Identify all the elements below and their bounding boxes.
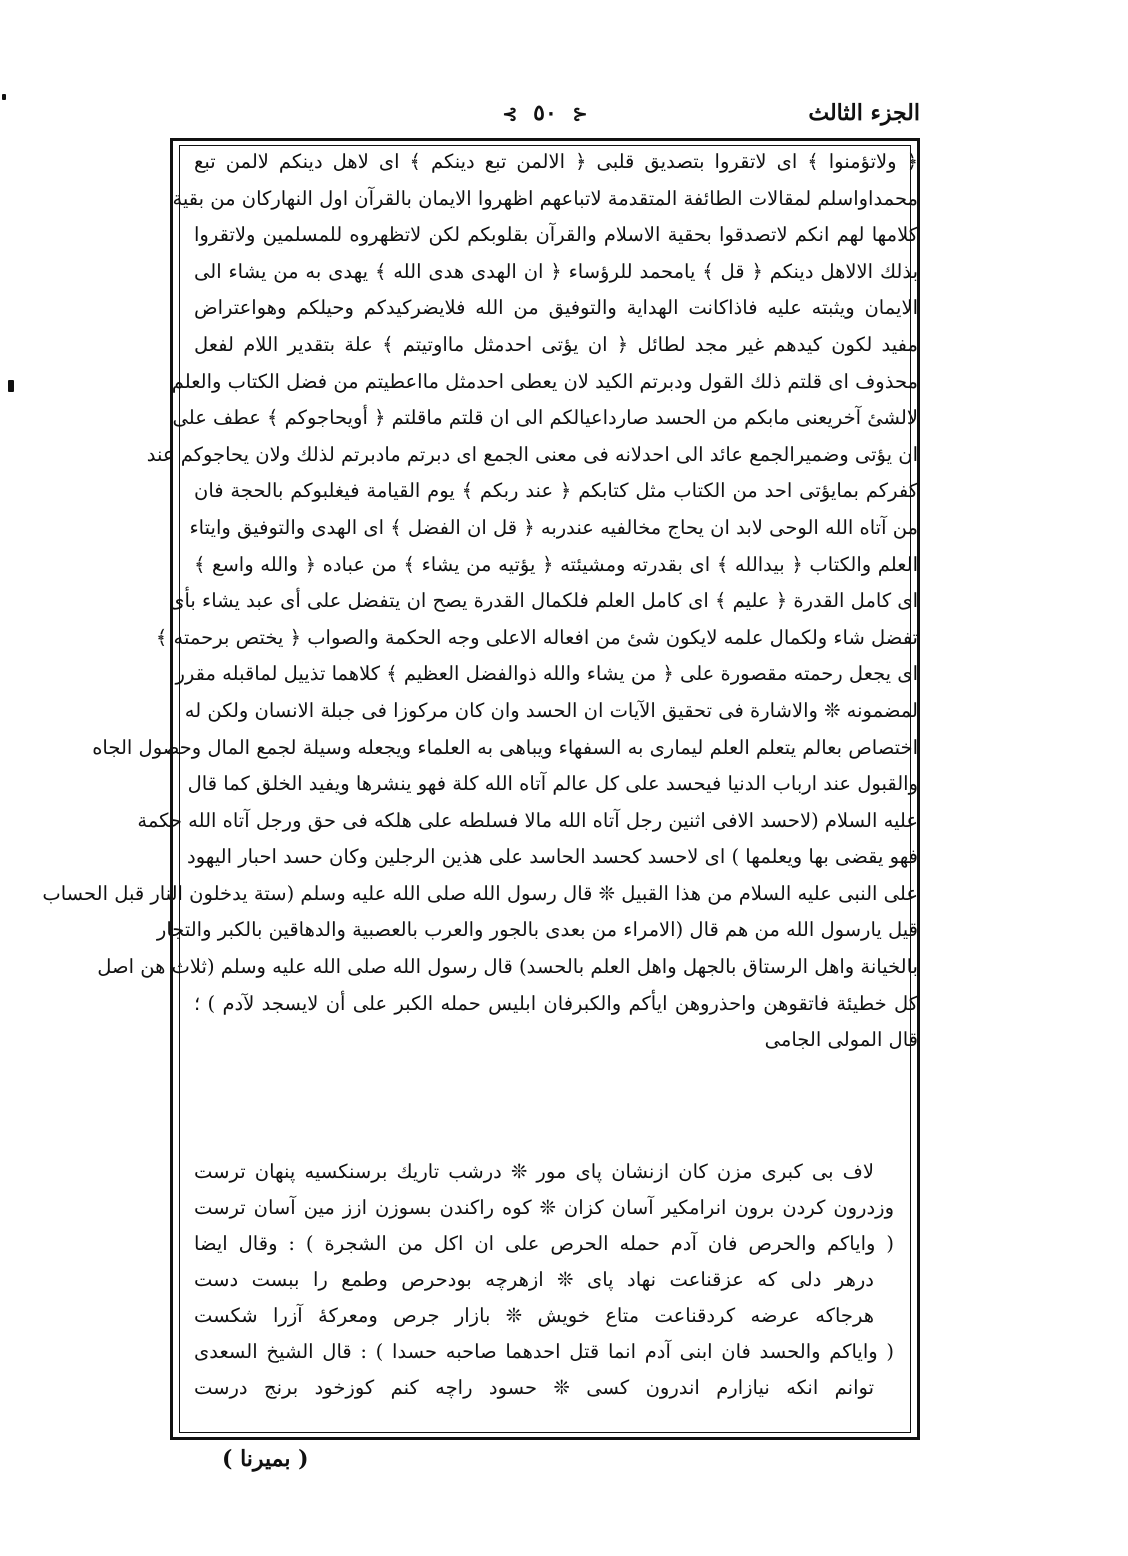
page-header: [170, 98, 920, 138]
text-line: لالشئ آخريعنى مابكم من الحسد صارداعيالكم الى ان قلتم ماقلتم ﴿ أويحاجوكم ﴾ عطف على: [172, 406, 918, 430]
catchword: ( بميرنا ): [222, 1446, 309, 1472]
text-line: اى يجعل رحمته مقصورة على ﴿ من يشاء والله ذوالفضل العظيم ﴾ كلاهما تذييل لماقبله مقرر: [175, 662, 918, 686]
text-line: لمضمونه ❊ والاشارة فى تحقيق الآيات ان الحسد وان كان مركوزا فى جبلة الانسان ولكن له: [184, 698, 918, 722]
text-line: كل خطيئة فاتقوهن واحذروهن ايأكم والكبرفان ابليس حمله الكبر على أن لايسجد لآدم ) ؛: [194, 991, 918, 1015]
text-line: بالخيانة واهل الرستاق بالجهل واهل العلم بالحسد) قال رسول الله صلى الله عليه وسلم (ثلاث هن اصل: [97, 955, 918, 979]
text-line: ﴿ ولاتؤمنوا ﴾ اى لاتقروا بتصديق قلبى ﴿ الالمن تبع دينكم ﴾ اى لاهل دينكم لالمن تبع: [194, 150, 918, 173]
verse-line: هرجاكه عرضه كردقناعت متاع خويش ❊ بازار جرص ومعركهٔ آزرا شكست: [194, 1304, 874, 1327]
text-line: مفيد لكون كيدهم غير مجد لطائل ﴿ ان يؤتى احدمثل مااوتيتم ﴾ علة بتقدير اللام لفعل: [194, 332, 918, 356]
text-line: ان يؤتى وضميرالجمع عائد الى احدلانه فى معنى الجمع اى دبرتم مادبرتم لذلك ولان يحاجوكم عند: [146, 442, 918, 466]
text-line: بذلك الالاهل دينكم ﴿ قل ﴾ يامحمد للرؤساء ﴿ ان الهدى هدى الله ﴾ يهدى به من يشاء الى: [194, 259, 918, 283]
text-line: الايمان ويثبته عليه فاذاكانت الهداية والتوفيق من الله فلايضركيدكم وحيلكم وهواعتراض: [194, 296, 918, 320]
text-line: والقبول عند ارباب الدنيا فيحسد على كل عالم آتاه الله كلة فهو ينشرها ويفيد الخلق كما قال: [187, 772, 918, 796]
text-line: تفضل شاء ولكمال علمه لايكون شئ من افعاله الاعلى وجه الحكمة والصواب ﴿ يختص برحمته ﴾: [155, 625, 918, 649]
poetry-block: [194, 1154, 894, 1406]
verse-line: لاف بى كبرى مزن كان ازنشان پاى مور ❊ درشب تاريك برسنكسيه پنهان ترست: [194, 1160, 874, 1183]
text-line: قال المولى الجامى: [764, 1028, 918, 1052]
verse-line: ( واياكم والحرص فان آدم حمله الحرص على ان اكل من الشجرة ) : وقال ايضا: [194, 1232, 894, 1255]
text-line: عليه السلام (لاحسد الافى اثنين رجل آتاه الله مالا فسلطه على هلكه فى حق ورجل آتاه الله حكمة: [137, 808, 918, 832]
running-title: الجزء الثالث: [808, 100, 920, 126]
text-line: فهو يقضى بها ويعلمها ) اى لاحسد كحسد الحاسد على هذين الرجلين وكان حسد احبار اليهود: [187, 845, 918, 869]
verse-line: ( واياكم والحسد فان ابنى آدم انما قتل احدهما صاحبه حسدا ) : قال الشيخ السعدى: [194, 1340, 894, 1363]
page-number-group: [502, 100, 587, 126]
ornament-right-icon: ⊱: [572, 103, 588, 125]
text-line: اختصاص بعالم يتعلم العلم ليمارى به السفهاء ويباهى به العلماء ويجعله وسيلة لجمع المال وحصول الجاه: [92, 735, 918, 759]
text-line: العلم والكتاب ﴿ بيدالله ﴾ اى بقدرته ومشيئته ﴿ يؤتيه من يشاء ﴾ من عباده ﴿ والله واسع ﴾: [194, 552, 918, 576]
margin-speck: [2, 94, 6, 100]
margin-speck: [8, 380, 14, 392]
text-line: محمداواسلم لمقالات الطائفة المتقدمة لاتباعهم اظهروا الايمان بالقرآن اول النهاركان من بقية: [172, 186, 918, 210]
page-number: ٥٠: [533, 100, 557, 126]
text-line: كفركم بمايؤتى احد من الكتاب مثل كتابكم ﴿ عند ربكم ﴾ يوم القيامة فيغلبوكم بالحجة فان: [194, 479, 919, 503]
commentary-text: [42, 144, 919, 1059]
verse-line: توانم انكه نيازارم اندرون كسى ❊ حسود راچه كنم كوزخود برنج درست: [194, 1376, 874, 1399]
text-line: قيل يارسول الله من هم قال (الامراء من بعدى بالجور والعرب بالعصبية والدهاقين بالكبر والتجار: [156, 918, 918, 942]
text-line: كلامها لهم انكم لاتصدقوا بحقية الاسلام والقرآن بقلوبكم لكن لاتظهروه للمسلمين ولاتقروا: [194, 223, 918, 247]
ornament-left-icon: ⊰: [502, 103, 518, 125]
verse-line: وزدرون كردن برون انرامكير آسان كزان ❊ كوه راكندن بسوزن ازز مين آسان ترست: [194, 1196, 894, 1219]
text-line: اى كامل القدرة ﴿ عليم ﴾ اى كامل العلم فلكمال القدرة يصح ان يتفضل على أى عبد يشاء بأى: [169, 589, 918, 613]
text-line: محذوف اى قلتم ذلك القول ودبرتم الكيد لان يعطى احدمثل مااعطيتم من فضل الكتاب والعلم: [171, 369, 918, 393]
text-line: على النبى عليه السلام من هذا القبيل ❊ قال رسول الله صلى الله عليه وسلم (ستة يدخلون النار قبل الحساب: [42, 881, 918, 905]
text-line: من آتاه الله الوحى لابد ان يحاج مخالفيه عندربه ﴿ قل ان الفضل ﴾ اى الهدى والتوفيق وايتاء: [189, 515, 918, 539]
verse-line: درهر دلى كه عزقناعت نهاد پاى ❊ ازهرچه بودحرص وطمع را ببست دست: [194, 1268, 874, 1291]
